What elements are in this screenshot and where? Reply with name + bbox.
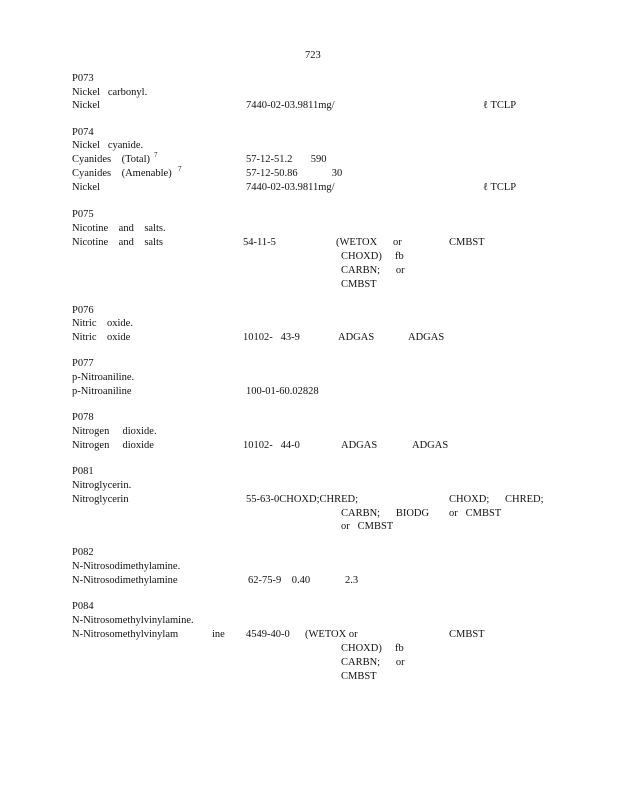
row-standard: ℓ TCLP (483, 100, 517, 111)
row-name: Nickel (72, 100, 100, 111)
entry-code: P075 (72, 209, 94, 220)
entry-heading: Nitric oxide. (72, 318, 133, 329)
row-name: Nitroglycerin (72, 494, 129, 505)
row-cas: 57-12-50.86 30 (246, 168, 343, 179)
row-name: Cyanides (Total) (72, 154, 150, 165)
entry-heading: N-Nitrosodimethylamine. (72, 561, 181, 572)
row-wastewater: ADGAS (338, 332, 375, 343)
continuation-line: or CMBST (341, 521, 394, 532)
footnote-mark: 7 (154, 151, 158, 159)
row-name: N-Nitrosomethylvinylam (72, 629, 179, 640)
entry-code: P078 (72, 412, 94, 423)
row-name: Nicotine and salts (72, 237, 163, 248)
entry-heading: p-Nitroaniline. (72, 372, 135, 383)
row-name: N-Nitrosodimethylamine (72, 575, 178, 586)
continuation-line: CHOXD) fb (341, 251, 404, 262)
row-standard: CMBST (449, 237, 485, 248)
row-name: Nitrogen dioxide (72, 440, 154, 451)
row-name: p-Nitroaniline (72, 386, 132, 397)
entry-code: P076 (72, 305, 94, 316)
row-cas: 62-75-9 0.40 (248, 575, 311, 586)
row-cas: 4549-40-0 (246, 629, 290, 640)
row-standard: CHOXD; CHRED; (449, 494, 544, 505)
entry-code: P073 (72, 73, 94, 84)
row-cas: 57-12-51.2 590 (246, 154, 327, 165)
entry-code: P074 (72, 127, 94, 138)
row-cas: 100-01-60.02828 (246, 386, 319, 397)
entry-heading: Nickel cyanide. (72, 140, 144, 151)
page-number: 723 (305, 50, 321, 61)
row-name: Nitric oxide (72, 332, 131, 343)
entry-heading: Nickel carbonyl. (72, 87, 148, 98)
entry-code: P077 (72, 358, 94, 369)
continuation-line: CHOXD) fb (341, 643, 404, 654)
continuation-line: CARBN; or (341, 657, 405, 668)
row-name: Cyanides (Amenable) (72, 168, 172, 179)
row-cas: 10102- 44-0 (243, 440, 300, 451)
row-nonwastewater: ADGAS (412, 440, 449, 451)
row-wastewater: 2.3 (345, 575, 359, 586)
continuation-line-right: or CMBST (449, 508, 502, 519)
entry-heading: Nitroglycerin. (72, 480, 132, 491)
row-cas: 7440-02-03.9811mg/ (246, 100, 335, 111)
row-wastewater: ADGAS (341, 440, 378, 451)
entry-code: P084 (72, 601, 94, 612)
row-wastewater: (WETOX or (305, 629, 358, 640)
entry-code: P081 (72, 466, 94, 477)
row-standard: CMBST (449, 629, 485, 640)
entry-heading: Nitrogen dioxide. (72, 426, 157, 437)
row-cas: 10102- 43-9 (243, 332, 300, 343)
row-name-tail: ine (212, 629, 225, 640)
continuation-line: CARBN; BIODG (341, 508, 430, 519)
entry-heading: N-Nitrosomethylvinylamine. (72, 615, 194, 626)
row-cas: 55-63-0CHOXD;CHRED; (246, 494, 358, 505)
continuation-line: CMBST (341, 671, 377, 682)
continuation-line: CARBN; or (341, 265, 405, 276)
row-wastewater: (WETOX or (336, 237, 402, 248)
row-cas: 54-11-5 (243, 237, 276, 248)
row-nonwastewater: ADGAS (408, 332, 445, 343)
entry-heading: Nicotine and salts. (72, 223, 166, 234)
row-name: Nickel (72, 182, 100, 193)
row-standard: ℓ TCLP (483, 182, 517, 193)
entry-code: P082 (72, 547, 94, 558)
row-cas: 7440-02-03.9811mg/ (246, 182, 335, 193)
footnote-mark: 7 (178, 165, 182, 173)
continuation-line: CMBST (341, 279, 377, 290)
